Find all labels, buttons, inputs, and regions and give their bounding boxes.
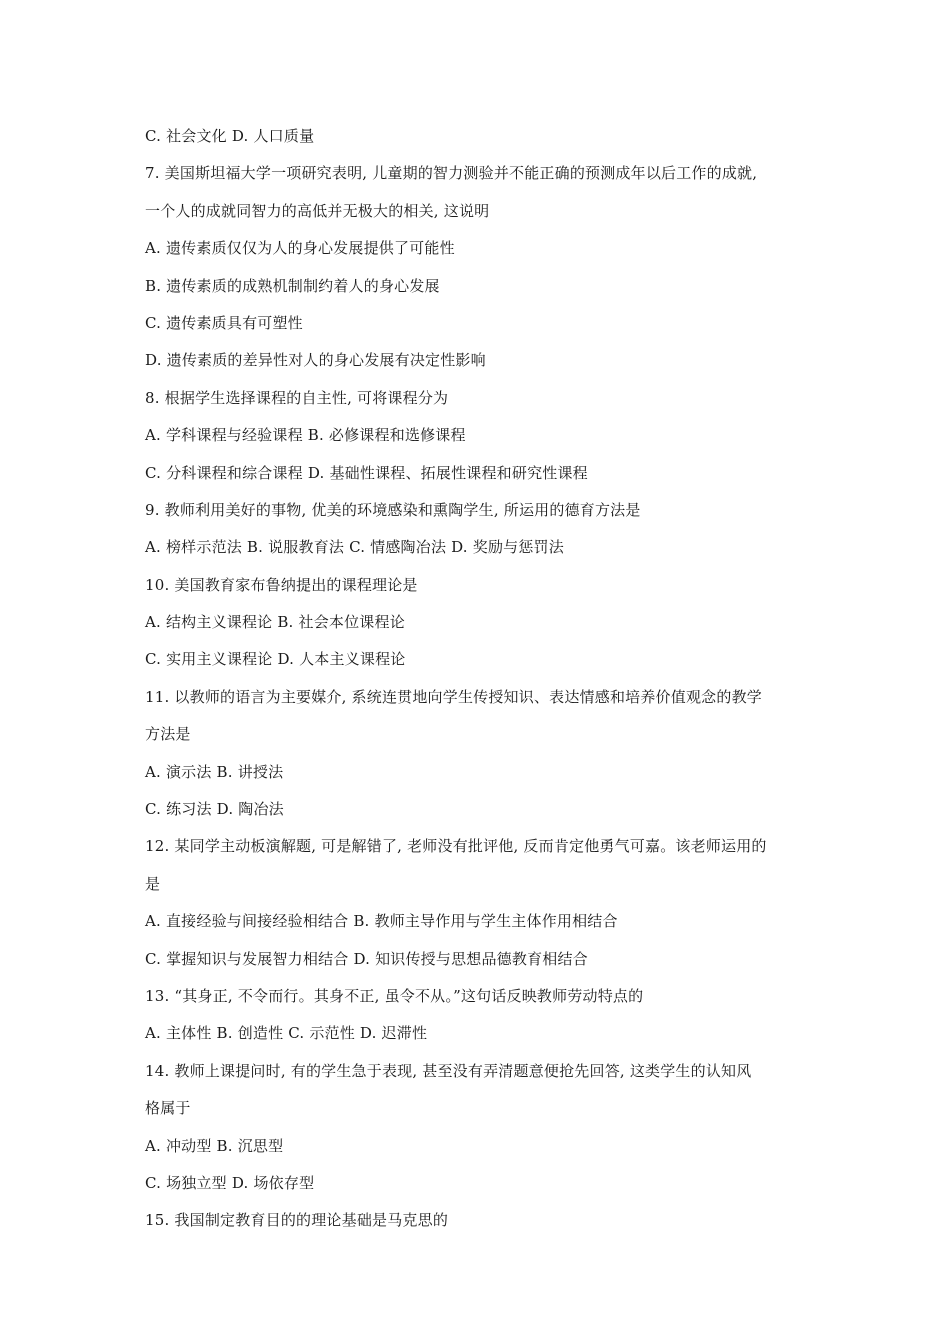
question-7-option-b: B. 遗传素质的成熟机制制约着人的身心发展	[145, 276, 440, 295]
question-14-stem: 14. 教师上课提问时, 有的学生急于表现, 甚至没有弄清题意便抢先回答, 这类学生的认知风	[145, 1061, 752, 1080]
question-8-stem: 8. 根据学生选择课程的自主性, 可将课程分为	[145, 388, 449, 407]
question-11-options-ab: A. 演示法 B. 讲授法	[145, 762, 284, 781]
question-15-stem: 15. 我国制定教育目的的理论基础是马克思的	[145, 1211, 449, 1230]
question-11-stem: 11. 以教师的语言为主要媒介, 系统连贯地向学生传授知识、表达情感和培养价值观念的教学	[145, 687, 762, 706]
question-12-options-ab: A. 直接经验与间接经验相结合 B. 教师主导作用与学生主体作用相结合	[145, 912, 618, 931]
question-7-stem: 7. 美国斯坦福大学一项研究表明, 儿童期的智力测验并不能正确的预测成年以后工作的成就,	[145, 164, 758, 183]
question-7-option-c: C. 遗传素质具有可塑性	[145, 313, 303, 332]
question-7-option-a: A. 遗传素质仅仅为人的身心发展提供了可能性	[145, 239, 455, 258]
question-10-options-ab: A. 结构主义课程论 B. 社会本位课程论	[145, 613, 405, 632]
question-7-option-d: D. 遗传素质的差异性对人的身心发展有决定性影响	[145, 351, 486, 370]
question-11-stem-cont: 方法是	[145, 725, 191, 744]
question-12-stem-cont: 是	[145, 874, 161, 893]
question-9-options: A. 榜样示范法 B. 说服教育法 C. 情感陶冶法 D. 奖励与惩罚法	[145, 538, 564, 557]
question-8-options-cd: C. 分科课程和综合课程 D. 基础性课程、拓展性课程和研究性课程	[145, 463, 588, 482]
question-11-options-cd: C. 练习法 D. 陶冶法	[145, 800, 284, 819]
question-14-options-ab: A. 冲动型 B. 沉思型	[145, 1136, 284, 1155]
question-10-options-cd: C. 实用主义课程论 D. 人本主义课程论	[145, 650, 406, 669]
question-14-stem-cont: 格属于	[145, 1099, 191, 1118]
question-7-stem-cont: 一个人的成就同智力的高低并无极大的相关, 这说明	[145, 201, 490, 220]
question-14-options-cd: C. 场独立型 D. 场依存型	[145, 1173, 315, 1192]
text-line: C. 社会文化 D. 人口质量	[145, 127, 315, 145]
document-body	[145, 118, 825, 1240]
question-9-stem: 9. 教师利用美好的事物, 优美的环境感染和熏陶学生, 所运用的德育方法是	[145, 500, 641, 519]
question-8-options-ab: A. 学科课程与经验课程 B. 必修课程和选修课程	[145, 426, 466, 445]
question-13-stem: 13. “其身正, 不令而行。其身不正, 虽令不从。”这句话反映教师劳动特点的	[145, 986, 644, 1005]
question-10-stem: 10. 美国教育家布鲁纳提出的课程理论是	[145, 575, 418, 594]
question-12-options-cd: C. 掌握知识与发展智力相结合 D. 知识传授与思想品德教育相结合	[145, 949, 588, 968]
question-13-options: A. 主体性 B. 创造性 C. 示范性 D. 迟滞性	[145, 1024, 428, 1043]
question-12-stem: 12. 某同学主动板演解题, 可是解错了, 老师没有批评他, 反而肯定他勇气可嘉。该老师运用的	[145, 837, 767, 856]
